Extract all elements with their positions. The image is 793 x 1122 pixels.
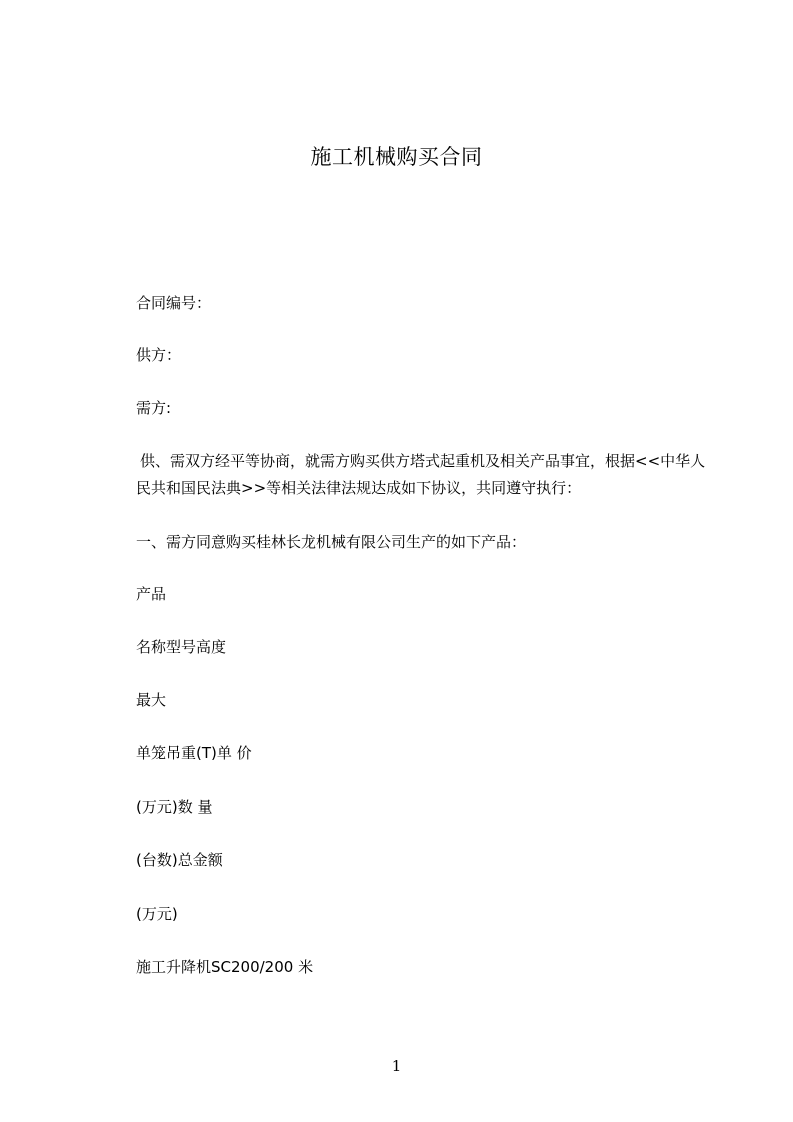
supplier-label: 供方：: [136, 346, 182, 364]
intro-paragraph: 供、需双方经平等协商，就需方购买供方塔式起重机及相关产品事宜，根据<<中华人民共和国民法典>>等相关法律法规达成如下协议，共同遵守执行：: [136, 452, 706, 497]
product-table-text-line: (万元)数 量: [136, 798, 213, 816]
product-table-text-line: (台数)总金额: [136, 851, 223, 869]
document-title: 施工机械购买合同: [310, 145, 483, 169]
product-table-text-line: 名称型号高度: [136, 638, 227, 656]
product-table-text-line: 单笼吊重(T)单 价: [136, 744, 252, 762]
product-table-text-line: 最大: [136, 691, 167, 709]
section-one-heading: 一、需方同意购买桂林长龙机械有限公司生产的如下产品：: [136, 533, 527, 551]
page-number: 1: [391, 1057, 402, 1075]
product-table-text-line: (万元): [136, 905, 178, 923]
buyer-label: 需方:: [136, 399, 172, 417]
product-table-text-line: 施工升降机SC200/200 米: [136, 958, 314, 976]
contract-number-label: 合同编号：: [136, 294, 212, 312]
product-table-text-line: 产品: [136, 585, 167, 603]
